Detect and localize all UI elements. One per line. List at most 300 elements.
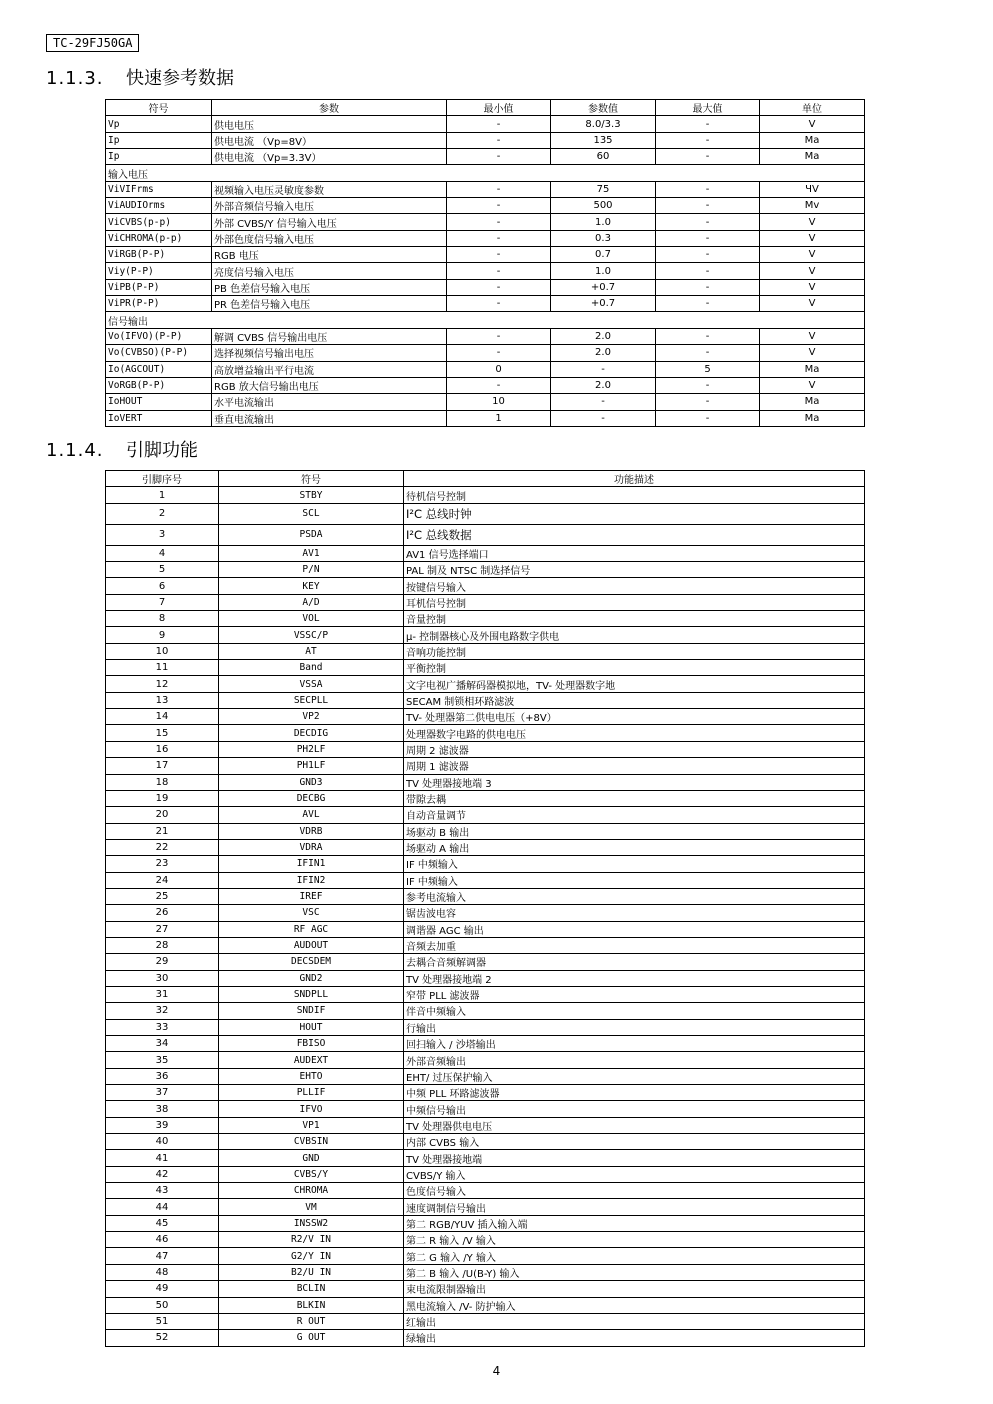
pin-symbol-cell: GND2 [219,970,404,986]
pin-description-cell: 回扫输入 / 沙塔输出 [404,1036,865,1052]
pin-number-cell: 9 [106,627,219,643]
table-row [106,741,865,757]
pin-description-cell: 中频 PLL 环路滤波器 [404,1085,865,1101]
pin-number-cell: 39 [106,1117,219,1133]
table-row [106,132,865,148]
unit-cell: V [760,296,865,312]
pin-number-cell: 22 [106,839,219,855]
pin-symbol-cell: Band [219,660,404,676]
unit-cell: Ma [760,410,865,426]
section-number: 1.1.4. [46,440,104,461]
table-row [106,279,865,295]
table-row [106,888,865,904]
pin-symbol-cell: HOUT [219,1019,404,1035]
pin-description-cell: 第二 B 输入 /U(B-Y) 输入 [404,1264,865,1280]
pin-symbol-cell: GND3 [219,774,404,790]
table-row [106,660,865,676]
pin-symbol-cell: CVBS/Y [219,1166,404,1182]
symbol-cell: ViCVBS(p-p) [106,214,212,230]
symbol-cell: Io(AGCOUT) [106,361,212,377]
pin-number-cell: 25 [106,888,219,904]
table-row [106,1313,865,1329]
pin-symbol-cell: AVL [219,807,404,823]
pin-number-cell: 36 [106,1068,219,1084]
pin-symbol-cell: STBY [219,487,404,503]
pin-description-cell: 黑电流输入 /V- 防护输入 [404,1297,865,1313]
pin-description-cell: 处理器数字电路的供电电压 [404,725,865,741]
parameter-cell: 水平电流输出 [212,394,447,410]
table-row [106,986,865,1002]
table-row [106,758,865,774]
table-header-row [106,471,865,487]
section-number: 1.1.3. [46,68,104,89]
table-row [106,1085,865,1101]
pin-number-cell: 33 [106,1019,219,1035]
min-cell: - [447,279,551,295]
pin-symbol-cell: G OUT [219,1330,404,1346]
table-row [106,1330,865,1346]
pin-symbol-cell: CVBSIN [219,1134,404,1150]
section-heading-pin-functions [46,440,198,462]
parameter-cell: RGB 放大信号输出电压 [212,377,447,393]
column-header: 引脚序号 [106,471,219,487]
max-cell: - [656,377,760,393]
group-label: 信号输出 [106,312,865,328]
parameter-cell: 视频输入电压灵敏度参数 [212,181,447,197]
pin-description-cell: 周期 2 滤波器 [404,741,865,757]
unit-cell: V [760,279,865,295]
pin-symbol-cell: INSSW2 [219,1215,404,1231]
min-cell: - [447,263,551,279]
table-row [106,545,865,561]
pin-number-cell: 45 [106,1215,219,1231]
typical-cell: +0.7 [551,279,656,295]
typical-cell: 2.0 [551,345,656,361]
pin-description-cell: 中频信号输出 [404,1101,865,1117]
min-cell: 1 [447,410,551,426]
pin-number-cell: 50 [106,1297,219,1313]
pin-number-cell: 47 [106,1248,219,1264]
group-row [106,312,865,328]
typical-cell: 75 [551,181,656,197]
pin-number-cell: 29 [106,954,219,970]
pin-description-cell: 周期 1 滤波器 [404,758,865,774]
table-row [106,1019,865,1035]
max-cell: - [656,149,760,165]
pin-symbol-cell: VSC [219,905,404,921]
symbol-cell: IoHOUT [106,394,212,410]
symbol-cell: Ip [106,149,212,165]
typical-cell: 1.0 [551,263,656,279]
pin-number-cell: 19 [106,790,219,806]
group-label: 输入电压 [106,165,865,181]
pin-description-cell: 外部音频输出 [404,1052,865,1068]
unit-cell: ЧV [760,181,865,197]
table-row [106,1166,865,1182]
table-row [106,578,865,594]
pin-description-cell: 耳机信号控制 [404,594,865,610]
pin-number-cell: 46 [106,1232,219,1248]
pin-description-cell: 待机信号控制 [404,487,865,503]
pin-symbol-cell: VP2 [219,709,404,725]
pin-description-cell: EHT/ 过压保护输入 [404,1068,865,1084]
pin-symbol-cell: A/D [219,594,404,610]
section-heading-quick-reference [46,68,234,90]
column-header: 最小值 [447,100,551,116]
pin-number-cell: 20 [106,807,219,823]
pin-description-cell: 色度信号输入 [404,1183,865,1199]
parameter-cell: 外部音频信号输入电压 [212,198,447,214]
min-cell: - [447,181,551,197]
pin-symbol-cell: VM [219,1199,404,1215]
unit-cell: V [760,377,865,393]
pin-symbol-cell: IREF [219,888,404,904]
pin-description-cell: SECAM 制锁相环路滤波 [404,692,865,708]
pin-description-cell: μ- 控制器核心及外围电路数字供电 [404,627,865,643]
pin-number-cell: 13 [106,692,219,708]
group-row [106,165,865,181]
column-header: 最大值 [656,100,760,116]
unit-cell: Ma [760,394,865,410]
table-row [106,1281,865,1297]
table-row [106,263,865,279]
typical-cell: +0.7 [551,296,656,312]
table-row [106,1003,865,1019]
pin-number-cell: 16 [106,741,219,757]
pin-symbol-cell: IFIN1 [219,856,404,872]
table-row [106,345,865,361]
table-row [106,905,865,921]
parameter-cell: 选择视频信号输出电压 [212,345,447,361]
table-row [106,1101,865,1117]
pin-number-cell: 1 [106,487,219,503]
table-row [106,394,865,410]
table-row [106,1036,865,1052]
pin-symbol-cell: EHTO [219,1068,404,1084]
section-title: 快速参考数据 [126,68,234,89]
column-header: 符号 [106,100,212,116]
min-cell: - [447,116,551,132]
pin-description-cell: PAL 制及 NTSC 制选择信号 [404,562,865,578]
pin-symbol-cell: G2/Y IN [219,1248,404,1264]
table-row [106,937,865,953]
pin-symbol-cell: GND [219,1150,404,1166]
pin-description-cell: 音量控制 [404,611,865,627]
pin-number-cell: 14 [106,709,219,725]
parameter-cell: PB 色差信号输入电压 [212,279,447,295]
table-row [106,921,865,937]
min-cell: - [447,247,551,263]
symbol-cell: ViPR(P-P) [106,296,212,312]
table-row [106,181,865,197]
pin-symbol-cell: DECBG [219,790,404,806]
table-row [106,1199,865,1215]
pin-description-cell: TV 处理器接地端 [404,1150,865,1166]
page-number: 4 [492,1364,501,1378]
min-cell: - [447,149,551,165]
pin-symbol-cell: FBISO [219,1036,404,1052]
table-row [106,872,865,888]
min-cell: - [447,345,551,361]
pin-symbol-cell: PH2LF [219,741,404,757]
min-cell: - [447,132,551,148]
parameter-cell: 供电电流 （Vp=3.3V） [212,149,447,165]
max-cell: - [656,345,760,361]
pin-description-cell: 参考电流输入 [404,888,865,904]
pin-number-cell: 21 [106,823,219,839]
quick-reference-table [105,99,865,427]
pin-number-cell: 24 [106,872,219,888]
max-cell: - [656,328,760,344]
min-cell: 0 [447,361,551,377]
max-cell: - [656,410,760,426]
table-row [106,198,865,214]
typical-cell: - [551,410,656,426]
parameter-cell: 解调 CVBS 信号输出电压 [212,328,447,344]
unit-cell: Ma [760,132,865,148]
min-cell: - [447,230,551,246]
table-row [106,1297,865,1313]
typical-cell: 8.0/3.3 [551,116,656,132]
table-row [106,116,865,132]
pin-number-cell: 35 [106,1052,219,1068]
table-row [106,970,865,986]
symbol-cell: IoVERT [106,410,212,426]
typical-cell: - [551,394,656,410]
pin-symbol-cell: BLKIN [219,1297,404,1313]
pin-number-cell: 3 [106,524,219,545]
pin-description-cell: 去耦合音频解调器 [404,954,865,970]
pin-symbol-cell: P/N [219,562,404,578]
pin-description-cell: 窄带 PLL 滤波器 [404,986,865,1002]
pin-description-cell: 调谐器 AGC 输出 [404,921,865,937]
symbol-cell: VoRGB(P-P) [106,377,212,393]
pin-number-cell: 31 [106,986,219,1002]
max-cell: - [656,198,760,214]
column-header: 单位 [760,100,865,116]
typical-cell: 0.7 [551,247,656,263]
max-cell: - [656,214,760,230]
pin-description-cell: 内部 CVBS 输入 [404,1134,865,1150]
table-row [106,149,865,165]
table-header-row [106,100,865,116]
pin-number-cell: 23 [106,856,219,872]
table-row [106,328,865,344]
pin-number-cell: 6 [106,578,219,594]
pin-function-table [105,470,865,1347]
pin-symbol-cell: B2/U IN [219,1264,404,1280]
pin-description-cell: TV 处理器接地端 3 [404,774,865,790]
pin-symbol-cell: R OUT [219,1313,404,1329]
pin-number-cell: 8 [106,611,219,627]
pin-description-cell: CVBS/Y 输入 [404,1166,865,1182]
table-row [106,611,865,627]
symbol-cell: Ip [106,132,212,148]
pin-number-cell: 15 [106,725,219,741]
pin-number-cell: 27 [106,921,219,937]
unit-cell: Ma [760,361,865,377]
pin-description-cell: I²C 总线时钟 [404,503,865,524]
symbol-cell: ViCHROMA(p-p) [106,230,212,246]
pin-description-cell: TV- 处理器第二供电电压（+8V） [404,709,865,725]
typical-cell: 135 [551,132,656,148]
pin-number-cell: 30 [106,970,219,986]
typical-cell: 500 [551,198,656,214]
table-row [106,1183,865,1199]
pin-number-cell: 48 [106,1264,219,1280]
unit-cell: Mv [760,198,865,214]
pin-symbol-cell: IFVO [219,1101,404,1117]
table-row [106,247,865,263]
pin-description-cell: 场驱动 A 输出 [404,839,865,855]
typical-cell: 1.0 [551,214,656,230]
pin-description-cell: TV 处理器接地端 2 [404,970,865,986]
pin-description-cell: 场驱动 B 输出 [404,823,865,839]
table-row [106,1232,865,1248]
typical-cell: - [551,361,656,377]
column-header: 参数值 [551,100,656,116]
max-cell: - [656,263,760,279]
max-cell: 5 [656,361,760,377]
table-row [106,692,865,708]
symbol-cell: ViAUDIOrms [106,198,212,214]
pin-number-cell: 26 [106,905,219,921]
symbol-cell: ViRGB(P-P) [106,247,212,263]
table-row [106,774,865,790]
table-row [106,1248,865,1264]
pin-description-cell: 绿输出 [404,1330,865,1346]
typical-cell: 2.0 [551,377,656,393]
pin-symbol-cell: DECSDEM [219,954,404,970]
pin-symbol-cell: DECDIG [219,725,404,741]
table-row [106,503,865,524]
pin-number-cell: 32 [106,1003,219,1019]
table-row [106,1215,865,1231]
pin-description-cell: TV 处理器供电电压 [404,1117,865,1133]
pin-number-cell: 41 [106,1150,219,1166]
pin-description-cell: IF 中频输入 [404,872,865,888]
pin-symbol-cell: R2/V IN [219,1232,404,1248]
pin-symbol-cell: VSSC/P [219,627,404,643]
typical-cell: 2.0 [551,328,656,344]
model-label: TC-29FJ50GA [46,34,139,52]
column-header: 参数 [212,100,447,116]
parameter-cell: RGB 电压 [212,247,447,263]
pin-symbol-cell: SNDPLL [219,986,404,1002]
pin-symbol-cell: VDRA [219,839,404,855]
pin-symbol-cell: PH1LF [219,758,404,774]
max-cell: - [656,394,760,410]
table-row [106,230,865,246]
pin-number-cell: 52 [106,1330,219,1346]
table-row [106,1068,865,1084]
pin-number-cell: 43 [106,1183,219,1199]
pin-description-cell: 自动音量调节 [404,807,865,823]
min-cell: - [447,198,551,214]
table-row [106,676,865,692]
min-cell: 10 [447,394,551,410]
symbol-cell: ViPB(P-P) [106,279,212,295]
pin-description-cell: 束电流限制器输出 [404,1281,865,1297]
table-row [106,562,865,578]
pin-number-cell: 51 [106,1313,219,1329]
table-row [106,524,865,545]
pin-description-cell: AV1 信号选择端口 [404,545,865,561]
max-cell: - [656,132,760,148]
parameter-cell: 供电电压 [212,116,447,132]
pin-number-cell: 18 [106,774,219,790]
pin-symbol-cell: PLLIF [219,1085,404,1101]
unit-cell: V [760,263,865,279]
symbol-cell: Vo(CVBSO)(P-P) [106,345,212,361]
table-row [106,709,865,725]
pin-symbol-cell: VP1 [219,1117,404,1133]
table-row [106,823,865,839]
pin-number-cell: 4 [106,545,219,561]
table-row [106,1150,865,1166]
column-header: 符号 [219,471,404,487]
pin-number-cell: 34 [106,1036,219,1052]
table-row [106,361,865,377]
pin-symbol-cell: CHROMA [219,1183,404,1199]
pin-description-cell: IF 中频输入 [404,856,865,872]
pin-symbol-cell: RF AGC [219,921,404,937]
parameter-cell: 外部色度信号输入电压 [212,230,447,246]
table-row [106,627,865,643]
symbol-cell: ViVIFrms [106,181,212,197]
parameter-cell: 亮度信号输入电压 [212,263,447,279]
parameter-cell: 高放增益输出平行电流 [212,361,447,377]
pin-description-cell: 第二 G 输入 /Y 输入 [404,1248,865,1264]
pin-symbol-cell: KEY [219,578,404,594]
pin-symbol-cell: BCLIN [219,1281,404,1297]
table-row [106,807,865,823]
table-row [106,839,865,855]
unit-cell: V [760,345,865,361]
pin-description-cell: 按键信号输入 [404,578,865,594]
table-row [106,410,865,426]
max-cell: - [656,247,760,263]
pin-description-cell: 文字电视广播解码器模拟地，TV- 处理器数字地 [404,676,865,692]
table-row [106,487,865,503]
unit-cell: V [760,328,865,344]
min-cell: - [447,214,551,230]
symbol-cell: Viy(P-P) [106,263,212,279]
table-row [106,643,865,659]
pin-description-cell: 锯齿波电容 [404,905,865,921]
unit-cell: V [760,116,865,132]
table-row [106,1052,865,1068]
pin-number-cell: 7 [106,594,219,610]
pin-symbol-cell: VDRB [219,823,404,839]
pin-number-cell: 11 [106,660,219,676]
unit-cell: Ma [760,149,865,165]
table-row [106,214,865,230]
table-row [106,1134,865,1150]
unit-cell: V [760,247,865,263]
max-cell: - [656,279,760,295]
max-cell: - [656,230,760,246]
table-row [106,725,865,741]
pin-description-cell: 音响功能控制 [404,643,865,659]
section-title: 引脚功能 [126,440,198,461]
pin-symbol-cell: AUDOUT [219,937,404,953]
pin-symbol-cell: IFIN2 [219,872,404,888]
pin-number-cell: 28 [106,937,219,953]
pin-symbol-cell: VOL [219,611,404,627]
pin-number-cell: 49 [106,1281,219,1297]
pin-description-cell: 伴音中频输入 [404,1003,865,1019]
